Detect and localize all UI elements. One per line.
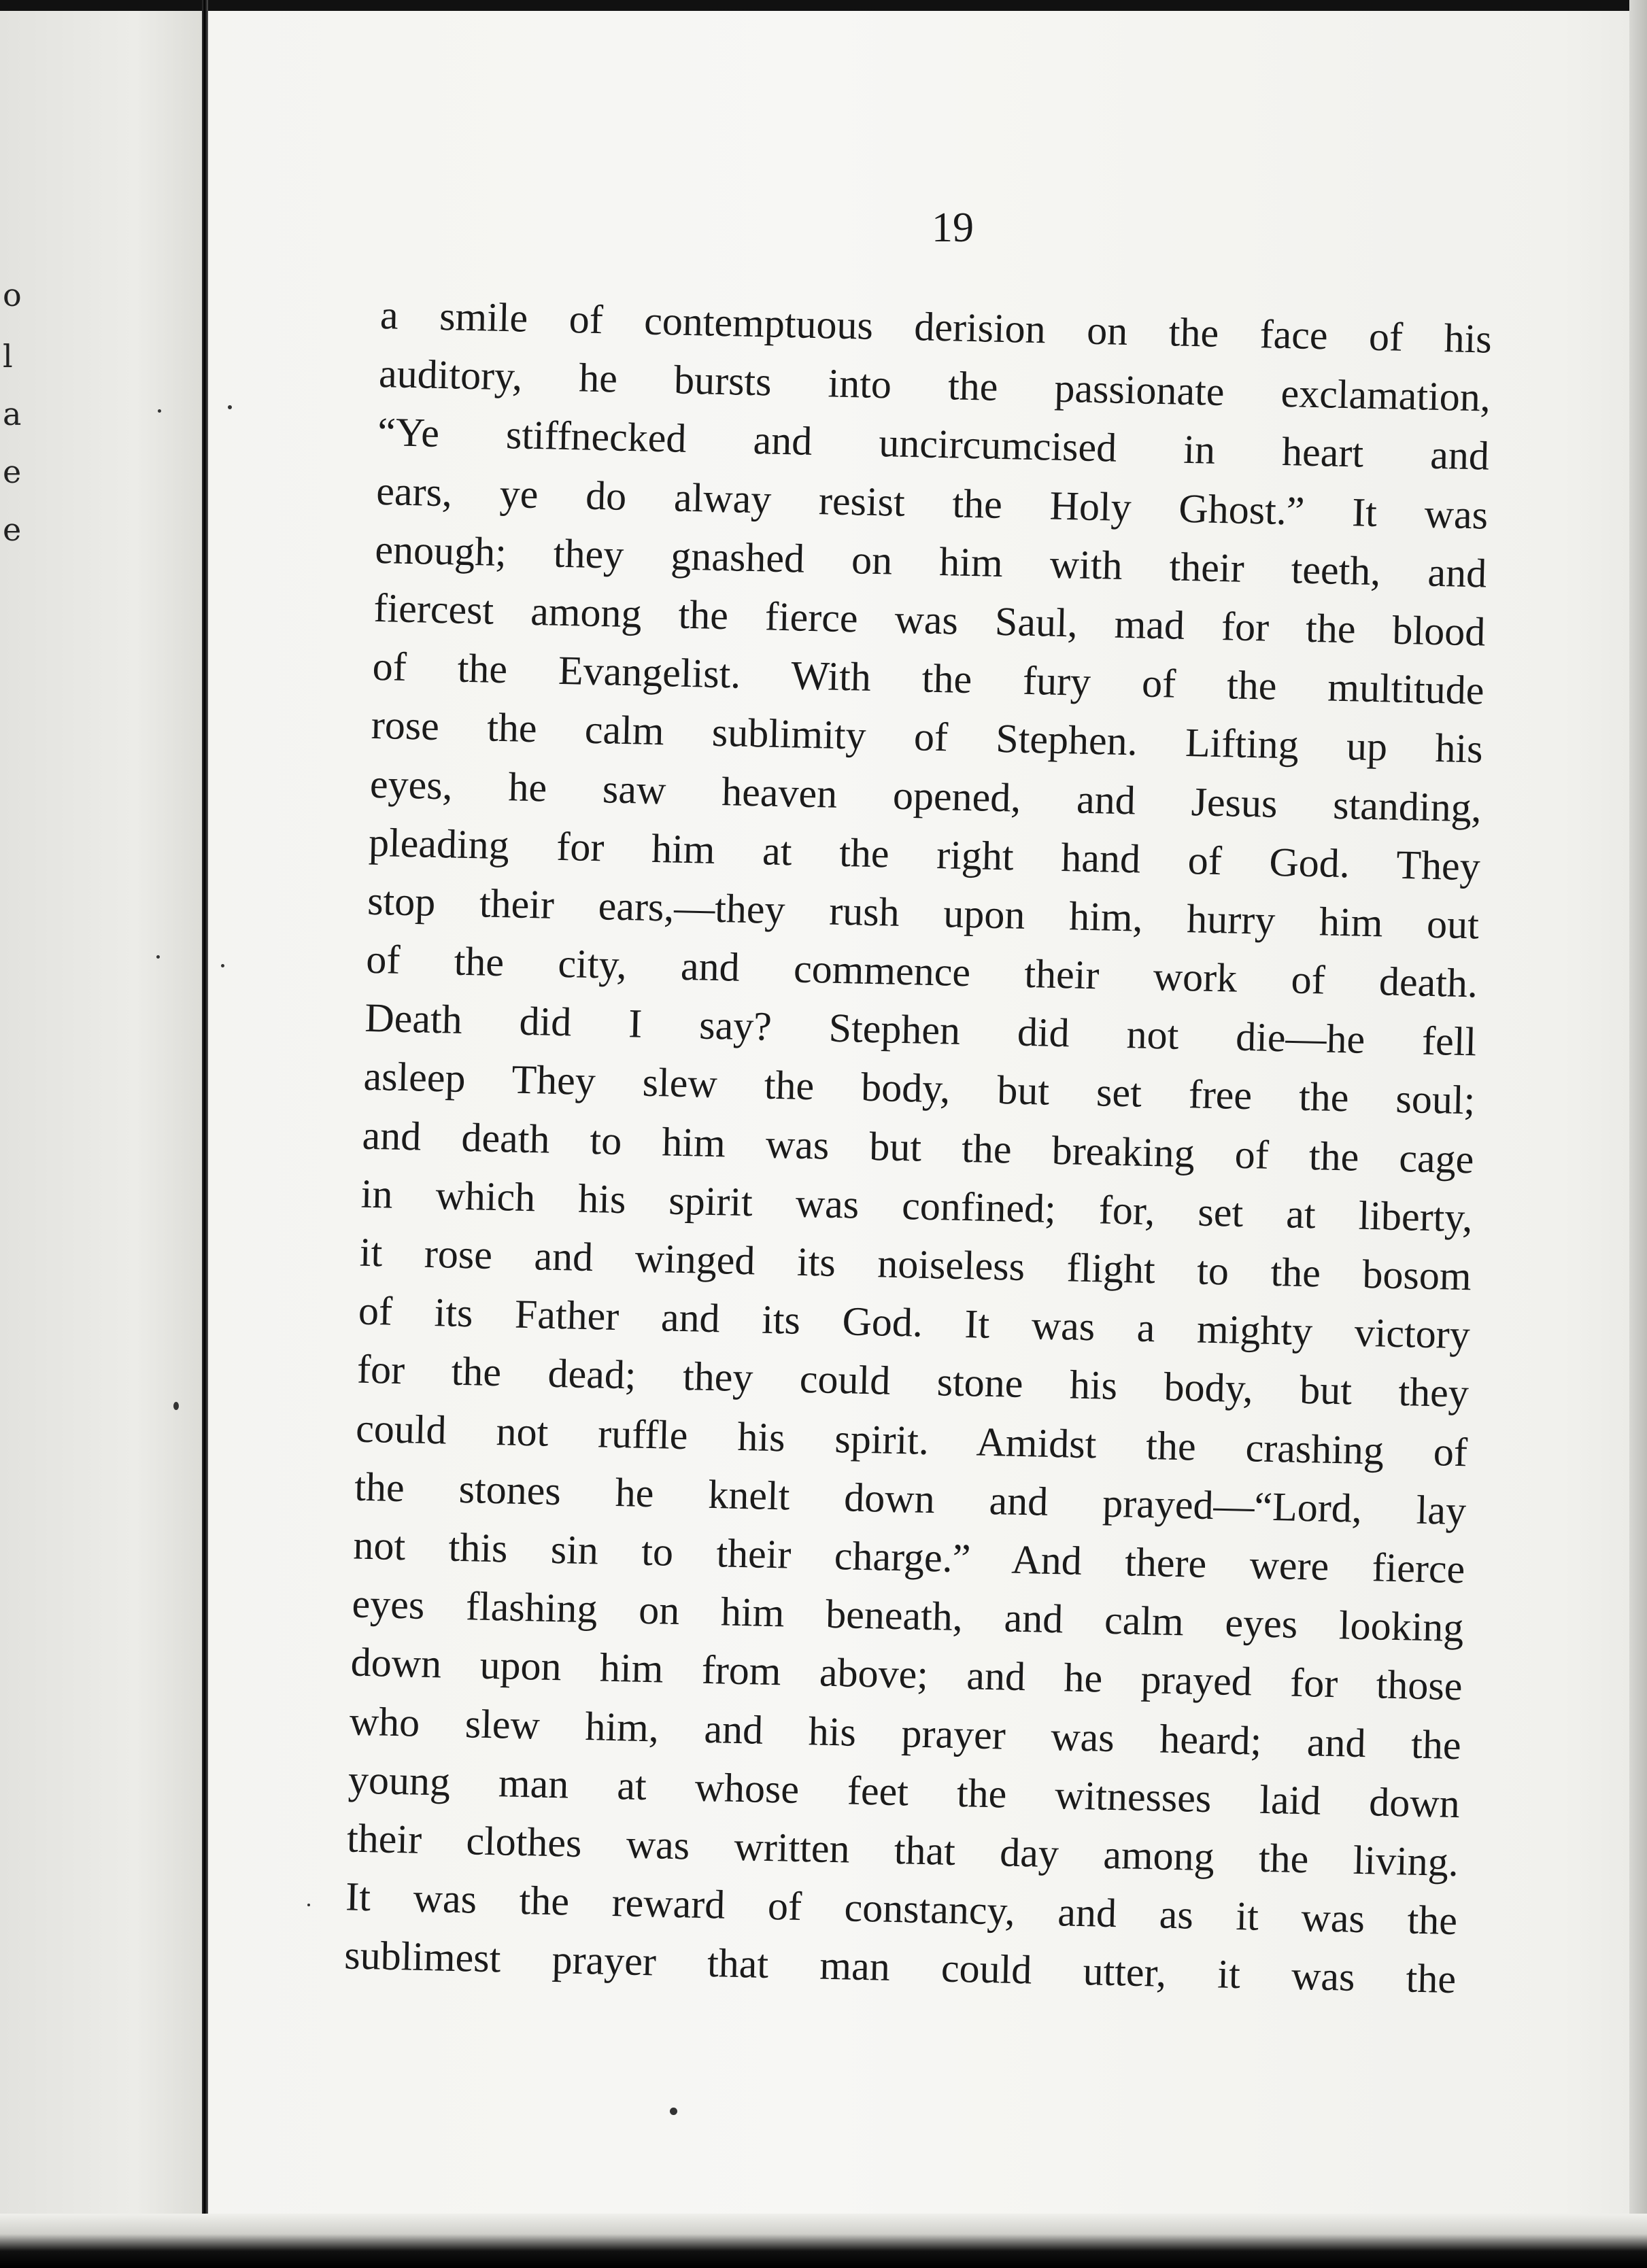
text-line: eyes, he saw heaven opened, and Jesus standing,	[369, 761, 1482, 830]
facing-page-fragment: l	[3, 338, 13, 375]
dust-speck	[307, 1904, 310, 1906]
text-line: sublimest prayer that man could utter, it was the	[343, 1932, 1457, 2002]
facing-page-fragment: o	[3, 277, 22, 313]
text-line: It was the reward of constancy, and as it was the	[345, 1874, 1458, 1944]
facing-page-fragment: a	[3, 396, 22, 432]
text-line: fiercest among the fierce was Saul, mad for the blood	[373, 585, 1486, 655]
text-line: in which his spirit was confined; for, set at liberty,	[360, 1171, 1474, 1241]
text-line: down upon him from above; and he prayed for those	[350, 1639, 1463, 1709]
ink-dot	[670, 2108, 677, 2115]
text-line: auditory, he bursts into the passionate exclamation,	[378, 351, 1491, 420]
facing-page-edge	[0, 11, 204, 2268]
text-line: “Ye stiffnecked and uncircumcised in heart and	[377, 409, 1490, 479]
text-line: enough; they gnashed on him with their teeth, and	[374, 526, 1487, 596]
scan-bottom-border	[0, 2214, 1647, 2268]
text-line: of the city, and commence their work of death.	[365, 936, 1478, 1006]
text-line: pleading for him at the right hand of God. They	[368, 819, 1481, 889]
scan-right-edge	[1629, 0, 1647, 2268]
dust-speck	[173, 1402, 179, 1410]
book-gutter	[202, 0, 208, 2268]
facing-page-fragment: e	[3, 511, 22, 548]
text-line: asleep They slew the body, but set free the soul;	[362, 1054, 1476, 1123]
text-line: could not ruffle his spirit. Amidst the crashing of	[355, 1405, 1468, 1475]
body-text	[343, 286, 1492, 2009]
text-line: stop their ears,—they rush upon him, hurry him out	[367, 878, 1480, 948]
text-line: it rose and winged its noiseless flight to the bosom	[359, 1229, 1472, 1299]
text-line: of the Evangelist. With the fury of the multitude	[372, 643, 1485, 713]
dust-speck	[158, 409, 161, 413]
scan-top-border	[0, 0, 1647, 11]
text-line: not this sin to their charge.” And there were fierce	[352, 1522, 1465, 1592]
dust-speck	[221, 964, 224, 967]
text-line: for the dead; they could stone his body, but they	[356, 1347, 1470, 1416]
page-number: 19	[932, 205, 974, 251]
text-line: ears, ye do alway resist the Holy Ghost.” It was	[375, 468, 1489, 538]
dust-speck	[156, 955, 160, 959]
text-line: the stones he knelt down and prayed—“Lord, lay	[354, 1464, 1467, 1533]
facing-page-fragment: e	[3, 453, 22, 490]
text-line: eyes flashing on him beneath, and calm eyes looking	[351, 1581, 1465, 1651]
text-line: of its Father and its God. It was a mighty victory	[358, 1288, 1471, 1358]
text-line: Death did I say? Stephen did not die—he fell	[364, 995, 1477, 1065]
text-line: their clothes was written that day among the living.	[346, 1815, 1459, 1885]
dust-speck	[228, 405, 232, 409]
text-line: who slew him, and his prayer was heard; and the	[349, 1698, 1462, 1768]
text-line: rose the calm sublimity of Stephen. Lifting up his	[371, 702, 1484, 772]
text-line: and death to him was but the breaking of the cage	[362, 1112, 1475, 1182]
text-line: a smile of contemptuous derision on the face of his	[379, 292, 1493, 362]
text-line: young man at whose feet the witnesses laid down	[347, 1757, 1461, 1826]
